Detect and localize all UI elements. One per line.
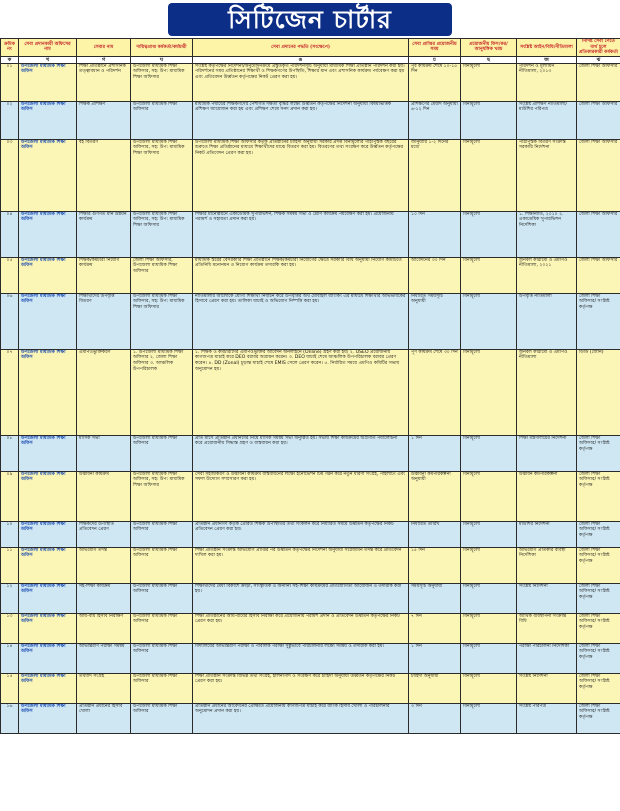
row-number: ০৮ xyxy=(1,435,19,471)
column-index: চ xyxy=(409,56,461,63)
service-name: উদ্ভাবনী কার্যক্রম xyxy=(77,471,131,521)
applicable-law: পাঠ্যপুস্তক বিতরণ সংক্রান্ত সরকারি নির্দেশনা xyxy=(517,139,577,211)
responsible-officer: উপজেলা মাধ্যমিক শিক্ষা অফিসার xyxy=(131,521,193,547)
header-row xyxy=(1,39,620,57)
service-time: প্রশিক্ষণের মেয়াদ অনুযায়ী ৬-১২ দিন xyxy=(409,101,461,139)
service-time: নির্ধারিত তারিখ xyxy=(409,521,461,547)
service-fee: বিনামূল্যে xyxy=(461,257,517,293)
table-row xyxy=(1,471,620,521)
responsible-officer: উপজেলা মাধ্যমিক শিক্ষা অফিসার xyxy=(131,673,193,703)
service-method: সংশ্লিষ্ট কর্তৃপক্ষের নির্দেশনা/অনুমোদনক্রমে প্রস্তুতকৃত পরিদর্শনসূচি অনুযায়ী মাধ্যমিক শিক্ষা প্রতিষ্ঠান পরিদর্শন করা হয়। পরিদর্শনের সময় প্রতিষ্ঠানের শিক্ষার্থী ও শিক্ষকগণের উপস্থিতি, শিক্ষার মান এবং প্রশাসনিক কার্যক্রম পর্যবেক্ষণ করা হয় এবং প্রতিবেদন উর্ধ্বতন কর্তৃপক্ষের নিকট প্রেরণ করা হয়। xyxy=(193,63,409,101)
service-fee: বিনামূল্যে xyxy=(461,521,517,547)
service-fee: বিনামূল্যে xyxy=(461,349,517,435)
escalation-officer: জেলা শিক্ষা অফিসার xyxy=(577,139,620,211)
applicable-law: সংশ্লিষ্ট নির্দেশনা xyxy=(517,673,577,703)
service-time: ৩ দিন xyxy=(409,703,461,733)
header-cell: সেবা প্রাপ্তির প্রয়োজনীয় সময় xyxy=(409,39,461,57)
service-name: শিক্ষার গুণগত মান উন্নয়ন কার্যক্রম xyxy=(77,211,131,257)
service-fee: বিনামূল্যে xyxy=(461,583,517,613)
applicable-law: ১. শিক্ষানীতি, ২০১০ ২. একাডেমিক সুপারভিশন নির্দেশিকা xyxy=(517,211,577,257)
charter-rows xyxy=(1,63,620,733)
service-fee: বিনামূল্যে xyxy=(461,63,517,101)
row-number: ০৯ xyxy=(1,471,19,521)
service-time: জানুয়ারি ১-২ দিনের মধ্যে xyxy=(409,139,461,211)
page-title: সিটিজেন চার্টার xyxy=(168,3,452,36)
office-name: উপজেলা মাধ্যমিক শিক্ষা অফিস xyxy=(19,257,77,293)
responsible-officer: উপজেলা মাধ্যমিক শিক্ষা অফিসার, সহ: উপ: মাধ্যমিক শিক্ষা অফিসার xyxy=(131,471,193,521)
responsible-officer: ১. উপজেলা মাধ্যমিক শিক্ষা অফিসার ২. জেলা শিক্ষা অফিসার ৩. আঞ্চলিক উপপরিচালক xyxy=(131,349,193,435)
service-name: প্রতিষ্ঠান প্রধানের হিসাব খোলা xyxy=(77,703,131,733)
responsible-officer: উপজেলা মাধ্যমিক শিক্ষা অফিসার, সহ: উপ: মাধ্যমিক শিক্ষা অফিসার xyxy=(131,211,193,257)
service-fee: বিনামূল্যে xyxy=(461,471,517,521)
header-cell: দায়িত্বপ্রাপ্ত কর্মকর্তা/কর্মচারী xyxy=(131,39,193,57)
service-time: ১ দিন xyxy=(409,643,461,673)
service-method: উপজেলা মাধ্যমিক শিক্ষা অফিসার কর্তৃক প্রতিষ্ঠানের চাহিদা অনুযায়ী সরকার প্রদত্ত বিনামূল্যের পাঠ্যপুস্তক বছরের শুরুতে শিক্ষা প্রতিষ্ঠানের মাধ্যমে শিক্ষার্থীদের মাঝে বিতরণ করা হয়। বিতরণের তথ্য সংরক্ষণ করে উর্ধ্বতন কর্তৃপক্ষের নিকট প্রতিবেদন প্রেরণ করা হয়। xyxy=(193,139,409,211)
column-index: ছ xyxy=(461,56,517,63)
office-name: উপজেলা মাধ্যমিক শিক্ষা অফিস xyxy=(19,293,77,349)
header-cell: ক্রমিক নং xyxy=(1,39,19,57)
escalation-officer: জেলা শিক্ষা অফিসার/ সংশ্লিষ্ট কর্তৃপক্ষ xyxy=(577,673,620,703)
applicable-law: পরীক্ষা পরিচালনা নির্দেশিকা xyxy=(517,643,577,673)
row-number: ০৭ xyxy=(1,349,19,435)
table-row xyxy=(1,293,620,349)
table-row xyxy=(1,101,620,139)
applicable-law: আর্থিক ব্যবস্থাপনা সংক্রান্ত বিধি xyxy=(517,613,577,643)
service-fee: বিনামূল্যে xyxy=(461,613,517,643)
escalation-officer: জেলা শিক্ষা অফিসার/ সংশ্লিষ্ট কর্তৃপক্ষ xyxy=(577,613,620,643)
escalation-officer: জেলা শিক্ষা অফিসার/ সংশ্লিষ্ট কর্তৃপক্ষ xyxy=(577,471,620,521)
applicable-law: উদ্ভাবন কর্মপরিকল্পনা xyxy=(517,471,577,521)
row-number: ১৬ xyxy=(1,703,19,733)
service-name: শিক্ষকদের উপস্থিতি প্রতিবেদন প্রেরণ xyxy=(77,521,131,547)
service-fee: বিনামূল্যে xyxy=(461,293,517,349)
escalation-officer: জেলা শিক্ষা অফিসার xyxy=(577,257,620,293)
service-fee: বিনামূল্যে xyxy=(461,547,517,583)
table-row xyxy=(1,257,620,293)
table-row xyxy=(1,703,620,733)
column-index: ঝ xyxy=(577,56,620,63)
column-index: খ xyxy=(19,56,77,63)
service-method: ১. শিক্ষক ও কর্মচারীদের এমপিওভুক্তির আবেদন অনলাইনে (Online) গ্রহণ করা হয়। ২. USEO প্রয়োজনীয় কাগজপত্র যাচাই করে DEO বরাবর অগ্রায়ন করেন। ৩. DEO যাচাই শেষে আঞ্চলিক উপপরিচালক বরাবর প্রেরণ করেন। ৪. DD (Zonal) চূড়ান্ত যাচাই শেষে EMIS সেলে প্রেরণ করেন। ৫. নির্ধারিত সময়ে এমপিও কমিটির সভায় অনুমোদন হয়। xyxy=(193,349,409,435)
escalation-officer: জেলা শিক্ষা অফিসার/ সংশ্লিষ্ট কর্তৃপক্ষ xyxy=(577,703,620,733)
service-method: প্রতি মাসে প্রতিষ্ঠান প্রধানদের নিয়ে মাসিক সমন্বয় সভা অনুষ্ঠিত হয়। সভায় শিক্ষা কার্যক্রমের অগ্রগতি পর্যালোচনা করে প্রয়োজনীয় সিদ্ধান্ত গ্রহণ ও বাস্তবায়ন করা হয়। xyxy=(193,435,409,471)
table-row xyxy=(1,139,620,211)
office-name: উপজেলা মাধ্যমিক শিক্ষা অফিস xyxy=(19,613,77,643)
responsible-officer: উপজেলা মাধ্যমিক শিক্ষা অফিসার xyxy=(131,435,193,471)
service-method: বিদ্যালয়ের আভ্যন্তরীণ পরীক্ষা ও পাবলিক পরীক্ষা সুষ্ঠুভাবে পরিচালনার লক্ষ্যে সমন্বয় ও তদারকি করা হয়। xyxy=(193,643,409,673)
service-name: আয়-ব্যয় হিসাব নিরীক্ষণ xyxy=(77,613,131,643)
service-name: শিক্ষার্থীদের উপবৃত্তি বিতরণ xyxy=(77,293,131,349)
service-name: শিক্ষক/কর্মচারী নিয়োগ কার্যক্রম xyxy=(77,257,131,293)
responsible-officer: উপজেলা মাধ্যমিক শিক্ষা অফিসার xyxy=(131,547,193,583)
service-method: শিক্ষা প্রতিষ্ঠান সংক্রান্ত অভিযোগ প্রাপ্তির পর উর্ধ্বতন কর্তৃপক্ষের নির্দেশনা অনুযায়ী সরেজমিন তদন্ত করে প্রতিবেদন দাখিল করা হয়। xyxy=(193,547,409,583)
service-name: শিক্ষা প্রতিষ্ঠানে প্রশাসনিক তত্ত্বাবধান ও পরিদর্শন xyxy=(77,63,131,101)
service-method: শিক্ষা প্রতিষ্ঠান সংক্রান্ত বিভিন্ন তথ্য সংগ্রহ, হালনাগাদ ও সংরক্ষণ করে চাহিদা অনুযায়ী উর্ধ্বতন কর্তৃপক্ষের নিকট প্রেরণ করা হয়। xyxy=(193,673,409,703)
service-name: এমপিওভুক্তিকরণ xyxy=(77,349,131,435)
table-row xyxy=(1,643,620,673)
header-cell: সংশ্লিষ্ট আইন/বিধি/নীতিমালা xyxy=(517,39,577,57)
responsible-officer: উপজেলা মাধ্যমিক শিক্ষা অফিসার, সহ: উপ: মাধ্যমিক শিক্ষা অফিসার xyxy=(131,139,193,211)
service-time: উদ্ভাবনী কর্মপরিকল্পনা অনুযায়ী xyxy=(409,471,461,521)
escalation-officer: জেলা শিক্ষা অফিসার/ সংশ্লিষ্ট কর্তৃপক্ষ xyxy=(577,435,620,471)
office-name: উপজেলা মাধ্যমিক শিক্ষা অফিস xyxy=(19,673,77,703)
applicable-law: শিক্ষা মন্ত্রণালয়ের নির্দেশনা xyxy=(517,435,577,471)
service-name: আভ্যন্তরীণ পরীক্ষা সমন্বয় xyxy=(77,643,131,673)
responsible-officer: উপজেলা মাধ্যমিক শিক্ষা অফিসার, সহ: উপ: মাধ্যমিক শিক্ষা অফিসার xyxy=(131,63,193,101)
column-index: ঘ xyxy=(131,56,193,63)
responsible-officer: উপজেলা মাধ্যমিক শিক্ষা অফিসার xyxy=(131,613,193,643)
escalation-officer: জেলা শিক্ষা অফিসার/ সংশ্লিষ্ট কর্তৃপক্ষ xyxy=(577,547,620,583)
service-fee: বিনামূল্যে xyxy=(461,673,517,703)
responsible-officer: উপজেলা মাধ্যমিক শিক্ষা অফিসার xyxy=(131,703,193,733)
escalation-officer: জেলা শিক্ষা অফিসার/ সংশ্লিষ্ট কর্তৃপক্ষ xyxy=(577,293,620,349)
header-cell: সেবা প্রদানের পদ্ধতি (সংক্ষেপে) xyxy=(193,39,409,57)
service-method: প্রতিষ্ঠান প্রধানগণ কর্তৃক প্রেরিত শিক্ষক উপস্থিতির তথ্য সংকলন করে নির্ধারিত সময়ে উর্ধ্বতন কর্তৃপক্ষের নিকট প্রতিবেদন প্রেরণ করা হয়। xyxy=(193,521,409,547)
service-method: শিক্ষার্থীদের মেধা বিকাশে ক্রীড়া, সাংস্কৃতিক ও অন্যান্য সহ-শিক্ষা কার্যক্রমের প্রতিযোগিতা আয়োজন ও তদারকি করা হয়। xyxy=(193,583,409,613)
service-time: ১০ দিন xyxy=(409,211,461,257)
service-method: প্রতিষ্ঠান প্রধানের আবেদনের প্রেক্ষিতে প্রয়োজনীয় কাগজপত্র যাচাই করে ব্যাংক হিসাব খোলা ও পরিচালনার অনুমোদন প্রদান করা হয়। xyxy=(193,703,409,733)
office-name: উপজেলা মাধ্যমিক শিক্ষা অফিস xyxy=(19,63,77,101)
office-name: উপজেলা মাধ্যমিক শিক্ষা অফিস xyxy=(19,643,77,673)
column-index-row xyxy=(1,56,620,63)
header-cell: প্রয়োজনীয় ফিস/কর/আনুষঙ্গিক খরচ xyxy=(461,39,517,57)
responsible-officer: উপজেলা মাধ্যমিক শিক্ষা অফিসার xyxy=(131,101,193,139)
header-cell: সেবার নাম xyxy=(77,39,131,57)
row-number: ১৪ xyxy=(1,643,19,673)
escalation-officer: জেলা শিক্ষা অফিসার xyxy=(577,211,620,257)
service-fee: বিনামূল্যে xyxy=(461,643,517,673)
column-index: গ xyxy=(77,56,131,63)
office-name: উপজেলা মাধ্যমিক শিক্ষা অফিস xyxy=(19,521,77,547)
service-name: তথ্যাদি সংগ্রহ xyxy=(77,673,131,703)
table-row xyxy=(1,521,620,547)
responsible-officer: উপজেলা মাধ্যমিক শিক্ষা অফিসার, সহ: উপ: মাধ্যমিক শিক্ষা অফিসার xyxy=(131,293,193,349)
column-index: ক xyxy=(1,56,19,63)
table-row xyxy=(1,613,620,643)
escalation-officer: জেলা শিক্ষা অফিসার/ সংশ্লিষ্ট কর্তৃপক্ষ xyxy=(577,643,620,673)
applicable-law: পরিদর্শন ও মূল্যায়ন নীতিমালা, ২০১৩ xyxy=(517,63,577,101)
row-number: ১২ xyxy=(1,583,19,613)
row-number: ০৬ xyxy=(1,293,19,349)
service-time: সময়সূচি অনুযায়ী xyxy=(409,583,461,613)
service-name: বই বিতরণ xyxy=(77,139,131,211)
row-number: ০২ xyxy=(1,101,19,139)
applicable-law: উপবৃত্তি নীতিমালা xyxy=(517,293,577,349)
service-name: সহ-শিক্ষা কার্যক্রম xyxy=(77,583,131,613)
office-name: উপজেলা মাধ্যমিক শিক্ষা অফিস xyxy=(19,703,77,733)
table-row xyxy=(1,63,620,101)
escalation-officer: জেলা শিক্ষা অফিসার/ সংশ্লিষ্ট কর্তৃপক্ষ xyxy=(577,583,620,613)
service-name: মাসিক সভা xyxy=(77,435,131,471)
service-time: পূর্ণ কার্যক্রম শেষে ৩০ দিন xyxy=(409,349,461,435)
escalation-officer: জেলা শিক্ষা অফিসার xyxy=(577,63,620,101)
escalation-officer: জেলা শিক্ষা অফিসার/ সংশ্লিষ্ট কর্তৃপক্ষ xyxy=(577,521,620,547)
office-name: উপজেলা মাধ্যমিক শিক্ষা অফিস xyxy=(19,547,77,583)
service-method: সেবা সহজীকরণ ও উদ্ভাবনী কার্যক্রম বাস্তবায়নের লক্ষ্যে ইনোভেশন টিম গঠন করে নতুন ধারণা সংগ্রহ, পাইলটিং এবং সফল উদ্যোগ সম্প্রসারণ করা হয়। xyxy=(193,471,409,521)
service-name: শিক্ষক প্রশিক্ষণ xyxy=(77,101,131,139)
office-name: উপজেলা মাধ্যমিক শিক্ষা অফিস xyxy=(19,583,77,613)
row-number: ০৫ xyxy=(1,257,19,293)
office-name: উপজেলা মাধ্যমিক শিক্ষা অফিস xyxy=(19,435,77,471)
office-name: উপজেলা মাধ্যমিক শিক্ষা অফিস xyxy=(19,471,77,521)
row-number: ০৩ xyxy=(1,139,19,211)
table-row xyxy=(1,583,620,613)
service-fee: বিনামূল্যে xyxy=(461,101,517,139)
column-index: ঙ xyxy=(193,56,409,63)
responsible-officer: উপজেলা মাধ্যমিক শিক্ষা অফিসার xyxy=(131,643,193,673)
service-time: ১৫ দিন xyxy=(409,547,461,583)
citizen-charter-table xyxy=(0,38,620,734)
applicable-law: সংশ্লিষ্ট নির্দেশনা xyxy=(517,583,577,613)
applicable-law: জনবল কাঠামো ও এমপিও নীতিমালা xyxy=(517,349,577,435)
service-time: চাহিদা অনুযায়ী xyxy=(409,673,461,703)
service-time: পূর্ব কার্যক্রম শেষে ১০-১৫ দিন xyxy=(409,63,461,101)
row-number: ১০ xyxy=(1,521,19,547)
office-name: উপজেলা মাধ্যমিক শিক্ষা অফিস xyxy=(19,349,77,435)
service-method: মাধ্যমিক স্তরের বেসরকারি শিক্ষা প্রতিষ্ঠানে শিক্ষক/কর্মচারী নিয়োগের ক্ষেত্রে সরকারি বিধি অনুযায়ী নিয়োগ কমিটিতে প্রতিনিধি মনোনয়ন ও নিয়োগ কার্যক্রম তদারকি করা হয়। xyxy=(193,257,409,293)
service-time: নির্ধারিত সময়সূচি অনুযায়ী xyxy=(409,293,461,349)
applicable-law: অভিযোগ প্রতিকার ব্যবস্থা নির্দেশিকা xyxy=(517,547,577,583)
office-name: উপজেলা মাধ্যমিক শিক্ষা অফিস xyxy=(19,211,77,257)
service-time: ১ দিন xyxy=(409,435,461,471)
applicable-law: মাউশির নির্দেশনা xyxy=(517,521,577,547)
column-index: জ xyxy=(517,56,577,63)
office-name: উপজেলা মাধ্যমিক শিক্ষা অফিস xyxy=(19,101,77,139)
service-fee: বিনামূল্যে xyxy=(461,211,517,257)
row-number: ১৫ xyxy=(1,673,19,703)
service-method: মাধ্যমিক পর্যায়ের শিক্ষকগণের পেশাগত দক্ষতা বৃদ্ধির লক্ষ্যে উর্ধ্বতন কর্তৃপক্ষের নির্দেশনা অনুযায়ী বিষয়ভিত্তিক প্রশিক্ষণ আয়োজন করা হয় এবং প্রশিক্ষণ শেষে সনদ প্রদান করা হয়। xyxy=(193,101,409,139)
responsible-officer: জেলা শিক্ষা অফিসার, উপজেলা মাধ্যমিক শিক্ষা অফিসার xyxy=(131,257,193,293)
service-method: শিক্ষার মানোন্নয়নে একাডেমিক সুপারভিশন, শিক্ষক সমন্বয় সভা ও শ্রেণি কার্যক্রম পর্যবেক্ষণ করা হয়। প্রয়োজনীয় পরামর্শ ও সহায়তা প্রদান করা হয়। xyxy=(193,211,409,257)
applicable-law: সংশ্লিষ্ট প্রশিক্ষণ নীতিমালা/মাউশির পরিপত্র xyxy=(517,101,577,139)
service-fee: বিনামূল্যে xyxy=(461,703,517,733)
responsible-officer: উপজেলা মাধ্যমিক শিক্ষা অফিসার xyxy=(131,583,193,613)
applicable-law: জনবল কাঠামো ও এমপিও নীতিমালা, ২০২১ xyxy=(517,257,577,293)
service-time: আবেদনের ৩০ দিন xyxy=(409,257,461,293)
escalation-officer: ডিডি (জোন) xyxy=(577,349,620,435)
service-fee: বিনামূল্যে xyxy=(461,435,517,471)
row-number: ০১ xyxy=(1,63,19,101)
service-fee: বিনামূল্যে xyxy=(461,139,517,211)
row-number: ০৪ xyxy=(1,211,19,257)
service-method: শিক্ষা প্রতিষ্ঠানের আয়-ব্যয়ের হিসাব নিরীক্ষা করে প্রয়োজনীয় পরামর্শ প্রদান ও প্রতিবেদন উর্ধ্বতন কর্তৃপক্ষের নিকট প্রেরণ করা হয়। xyxy=(193,613,409,643)
table-row xyxy=(1,349,620,435)
table-row xyxy=(1,547,620,583)
table-row xyxy=(1,673,620,703)
header-cell: নির্দিষ্ট সেবা পেতে ব্যর্থ হলে প্রতিকারকারী কর্মকর্তা xyxy=(577,39,620,57)
escalation-officer: জেলা শিক্ষা অফিসার xyxy=(577,101,620,139)
table-row xyxy=(1,211,620,257)
row-number: ১১ xyxy=(1,547,19,583)
applicable-law: সংশ্লিষ্ট পরিপত্র xyxy=(517,703,577,733)
service-time: ৭ দিন xyxy=(409,613,461,643)
office-name: উপজেলা মাধ্যমিক শিক্ষা অফিস xyxy=(19,139,77,211)
service-name: অভিযোগ তদন্ত xyxy=(77,547,131,583)
header-cell: সেবা প্রদানকারী অফিসের নাম xyxy=(19,39,77,57)
row-number: ১৩ xyxy=(1,613,19,643)
service-method: নীতিমালার আলোকে যোগ্য শিক্ষার্থী নির্বাচন করে উপবৃত্তির অর্থ মোবাইল ব্যাংকিং এর মাধ্যমে শিক্ষার্থীর অভিভাবকের হিসাবে প্রেরণ করা হয়। তালিকা যাচাই ও অভিযোগ নিষ্পত্তি করা হয়। xyxy=(193,293,409,349)
table-row xyxy=(1,435,620,471)
